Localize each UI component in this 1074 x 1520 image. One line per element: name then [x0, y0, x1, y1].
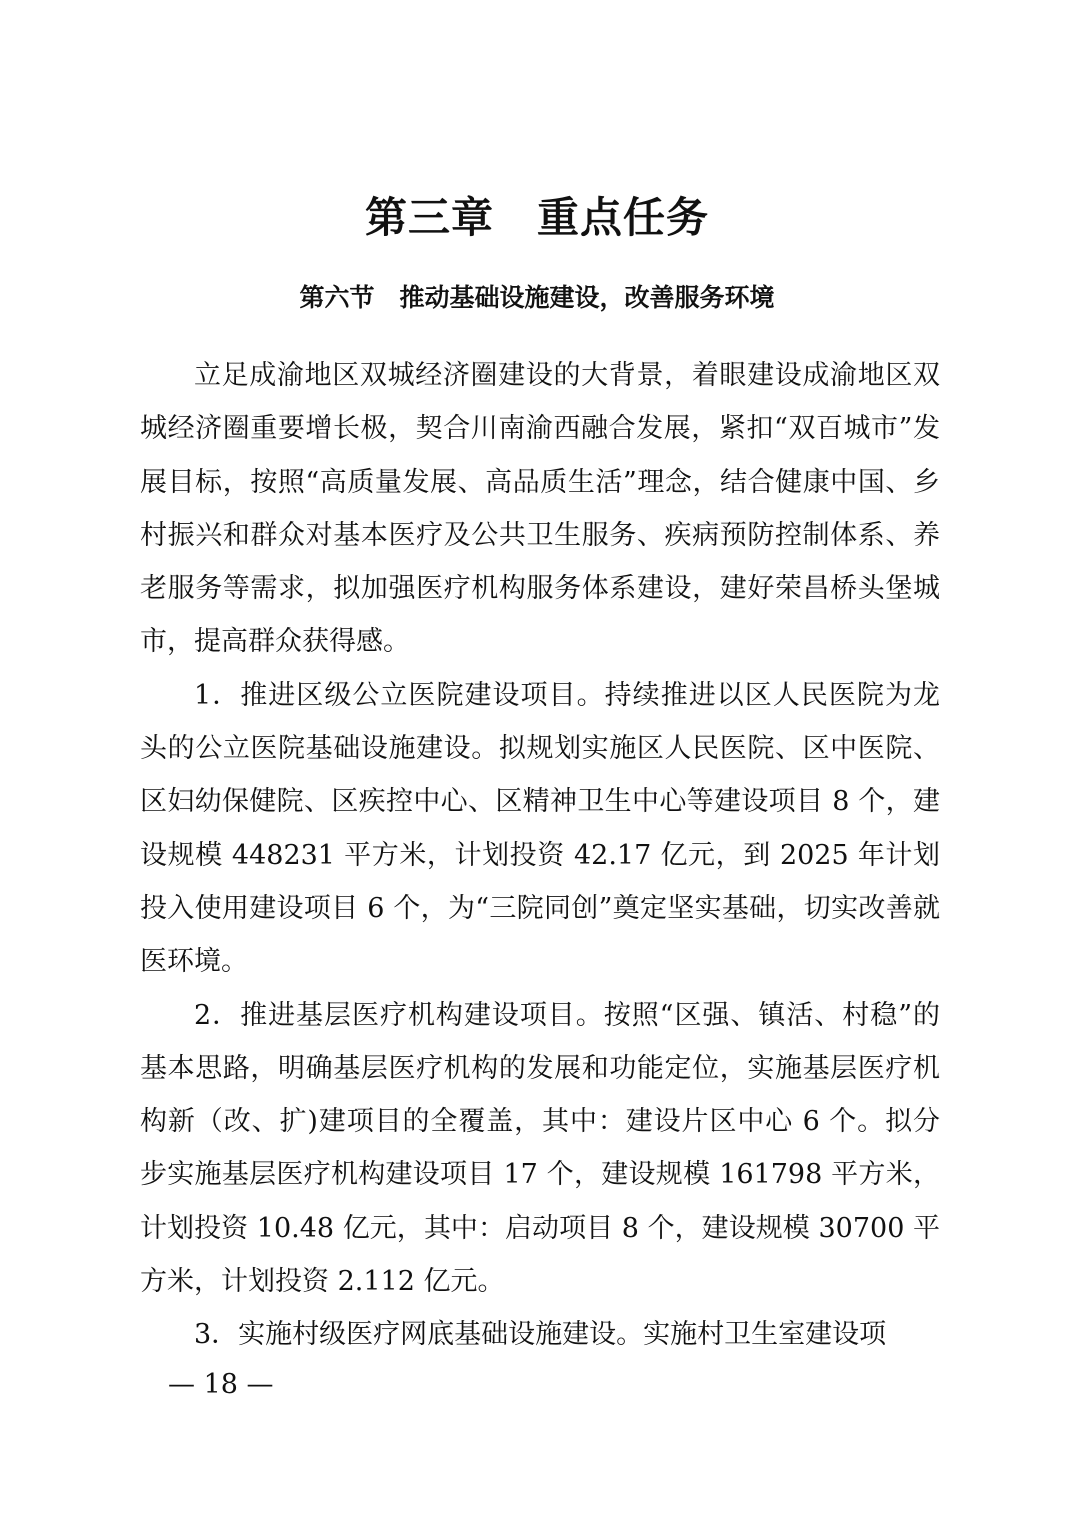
- body-text: [140, 349, 940, 1362]
- paragraph-item-2: 2．推进基层医疗机构建设项目。按照“区强、镇活、村稳”的基本思路，明确基层医疗机构的发展和功能定位，实施基层医疗机构新（改、扩)建项目的全覆盖，其中：建设片区中心 6 个。拟分步实施基层医疗机构建设项目 17 个，建设规模 161798 平方米，计划投资 10.48 亿元，其中：启动项目 8 个，建设规模 30700 平方米，计划投资 2.112 亿元。: [140, 999, 940, 1298]
- section-title: 第六节 推动基础设施建设，改善服务环境: [299, 283, 775, 312]
- chapter-title: 第三章 重点任务: [364, 193, 709, 242]
- paragraph-item-1: 1．推进区级公立医院建设项目。持续推进以区人民医院为龙头的公立医院基础设施建设。拟规划实施区人民医院、区中医院、区妇幼保健院、区疾控中心、区精神卫生中心等建设项目 8 个，建设规模 448231 平方米，计划投资 42.17 亿元，到 2025 年计划投入使用建设项目 6 个，为“三院同创”奠定坚实基础，切实改善就医环境。: [140, 679, 940, 978]
- paragraph-item-3: 3．实施村级医疗网底基础设施建设。实施村卫生室建设项: [194, 1319, 887, 1351]
- paragraph-intro: 立足成渝地区双城经济圈建设的大背景，着眼建设成渝地区双城经济圈重要增长极，契合川南渝西融合发展，紧扣“双百城市”发展目标，按照“高质量发展、高品质生活”理念，结合健康中国、乡村振兴和群众对基本医疗及公共卫生服务、疾病预防控制体系、养老服务等需求，拟加强医疗机构服务体系建设，建好荣昌桥头堡城市，提高群众获得感。: [140, 360, 940, 658]
- page-number: — 18 —: [168, 1369, 274, 1400]
